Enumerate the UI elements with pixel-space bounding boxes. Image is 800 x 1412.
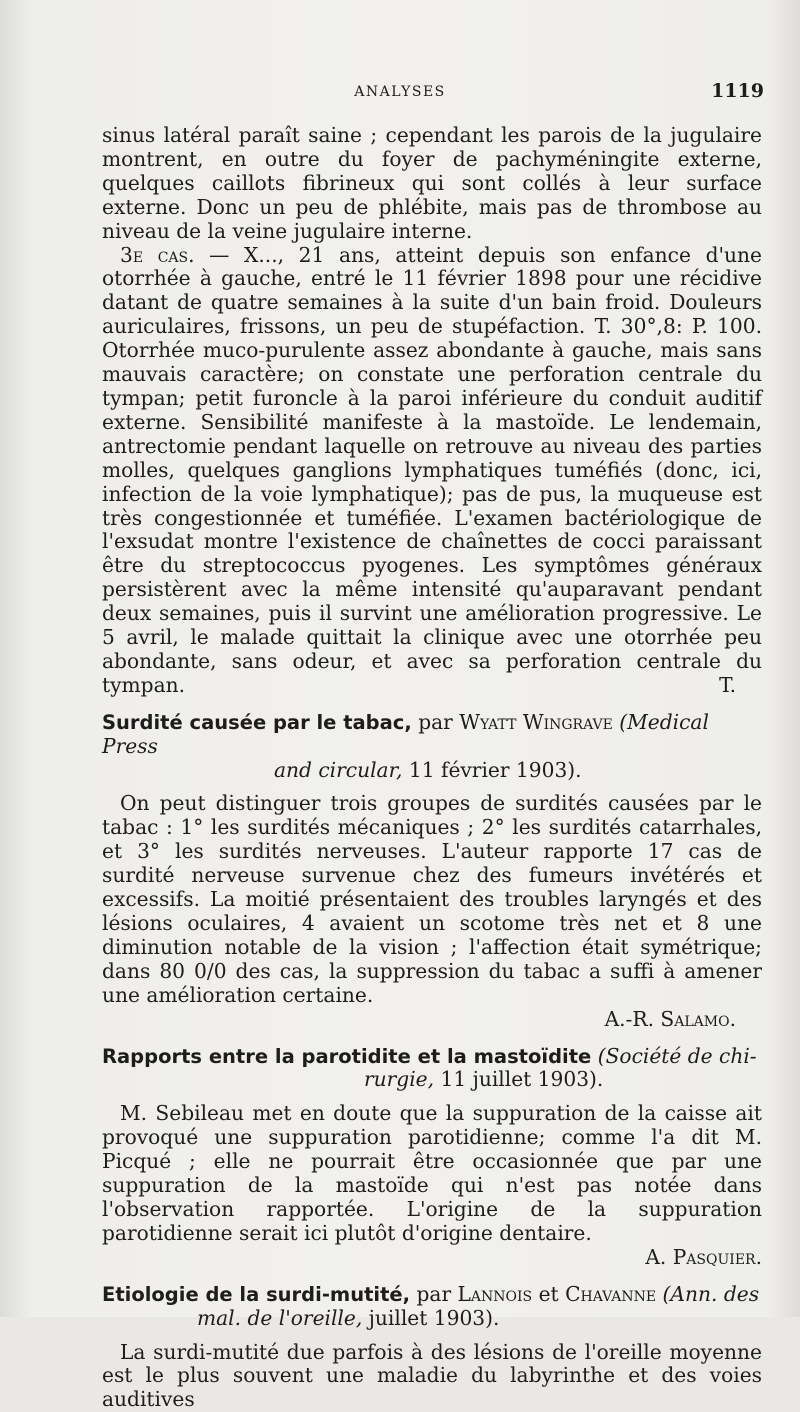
article-3-source-line2: mal. de l'oreille, <box>197 1306 362 1330</box>
article-2-signature <box>102 1246 762 1270</box>
article-3-date: juillet 1903). <box>369 1306 500 1330</box>
article-1-source-line2: and circular, <box>274 758 402 782</box>
article-1-author: Wyatt Wingrave <box>459 710 613 734</box>
article-1-signature <box>102 1008 762 1032</box>
article-1-title: Surdité causée par le tabac, <box>102 711 412 734</box>
article-3-heading <box>102 1283 762 1331</box>
case3-label: 3e cas. <box>120 243 195 267</box>
article-2-date: 11 juillet 1903). <box>440 1067 603 1091</box>
article-2-source-second-line <box>102 1068 762 1092</box>
running-head: ANALYSES <box>0 84 800 100</box>
article-3-conj: et <box>539 1282 559 1306</box>
case2-continued-paragraph: sinus latéral paraît saine ; cependant les parois de la jugulaire montrent, en outre du foyer de pachyméningite externe, quelques caillots fibrineux qui sont collés à leur surface externe. Donc un peu de phlébite, mais pas de thrombose au niveau de la veine jugulaire interne. <box>102 124 762 244</box>
article-3-source-second-line <box>102 1307 762 1331</box>
article-2-title: Rapports entre la parotidite et la mastoïdite <box>102 1045 591 1068</box>
article-3-author1: Lannois <box>458 1282 533 1306</box>
page-body <box>102 124 762 1412</box>
case3-text: — X..., 21 ans, atteint depuis son enfance d'une otorrhée à gauche, entré le 11 février 1898 pour une récidive datant de quatre semaines à la suite d'un bain froid. Douleurs auriculaires, frissons, un peu de stupéfaction. T. 30°,8: P. 100. Otorrhée muco-purulente assez abondante à gauche, mais sans mauvais caractère; on constate une perforation centrale du tympan; petit furoncle à la paroi inférieure du conduit auditif externe. Sensibilité manifeste à la mastoïde. Le lendemain, antrectomie pendant laquelle on retrouve au niveau des parties molles, quelques ganglions lymphatiques tuméfiés (donc, ici, infection de la voie lymphatique); pas de pus, la muqueuse est très congestionnée et tuméfiée. L'examen bactériologique de l'exsudat montre l'existence de chaînettes de cocci paraissant être du streptococcus pyogenes. Les symptômes généraux persistèrent avec la même intensité qu'auparavant pendant deux semaines, puis il survint une amélioration progressive. Le 5 avril, le malade quittait la clinique avec une otorrhée peu abondante, sans odeur, et avec sa perforation centrale du tympan. <box>102 243 762 697</box>
article-2-source-line1: (Société de chi- <box>598 1044 757 1068</box>
case3-signature: T. <box>701 674 762 698</box>
article-3-source-line1: (Ann. des <box>663 1282 760 1306</box>
article-1-body: On peut distinguer trois groupes de surdités causées par le tabac : 1° les surdités mécaniques ; 2° les surdités catarrhales, et 3° les surdités nerveuses. L'auteur rapporte 17 cas de surdité nerveuse survenue chez des fumeurs invétérés et excessifs. La moitié présentaient des troubles laryngés et des lésions oculaires, 4 avaient un scotome très net et 8 une diminution notable de la vision ; l'affection était symétrique; dans 80 0/0 des cas, la suppression du tabac a suffi à amener une amélioration certaine. <box>102 792 762 1007</box>
article-1-signature-text: A.-R. Salamo. <box>605 1007 736 1031</box>
article-1-date: 11 février 1903). <box>409 758 582 782</box>
article-3-body: La surdi-mutité due parfois à des lésions de l'oreille moyenne est le plus souvent une maladie du labyrinthe et des voies auditives <box>102 1341 762 1412</box>
article-2-source-line2: rurgie, <box>364 1067 434 1091</box>
article-3-title: Etiologie de la surdi-mutité, <box>102 1283 410 1306</box>
article-1-source-line1: (Medical Press <box>102 710 709 758</box>
page-header <box>0 80 800 106</box>
article-3-author2: Chavanne <box>565 1282 656 1306</box>
article-1-heading <box>102 711 762 783</box>
article-2-body: M. Sebileau met en doute que la suppuration de la caisse ait provoqué une suppuration parotidienne; comme l'a dit M. Picqué ; elle ne pourrait être occasionnée que par une suppuration de la mastoïde qui n'est pas notée dans l'observation rapportée. L'origine de la suppuration parotidienne serait ici plutôt d'origine dentaire. <box>102 1102 762 1245</box>
article-1-source-second-line <box>102 759 762 783</box>
article-2-heading <box>102 1045 762 1093</box>
case3-paragraph <box>102 244 762 698</box>
article-2-signature-text: A. Pasquier. <box>645 1245 762 1269</box>
article-3-by: par <box>417 1282 452 1306</box>
article-1-by: par <box>418 710 453 734</box>
page-number: 1119 <box>711 80 764 102</box>
